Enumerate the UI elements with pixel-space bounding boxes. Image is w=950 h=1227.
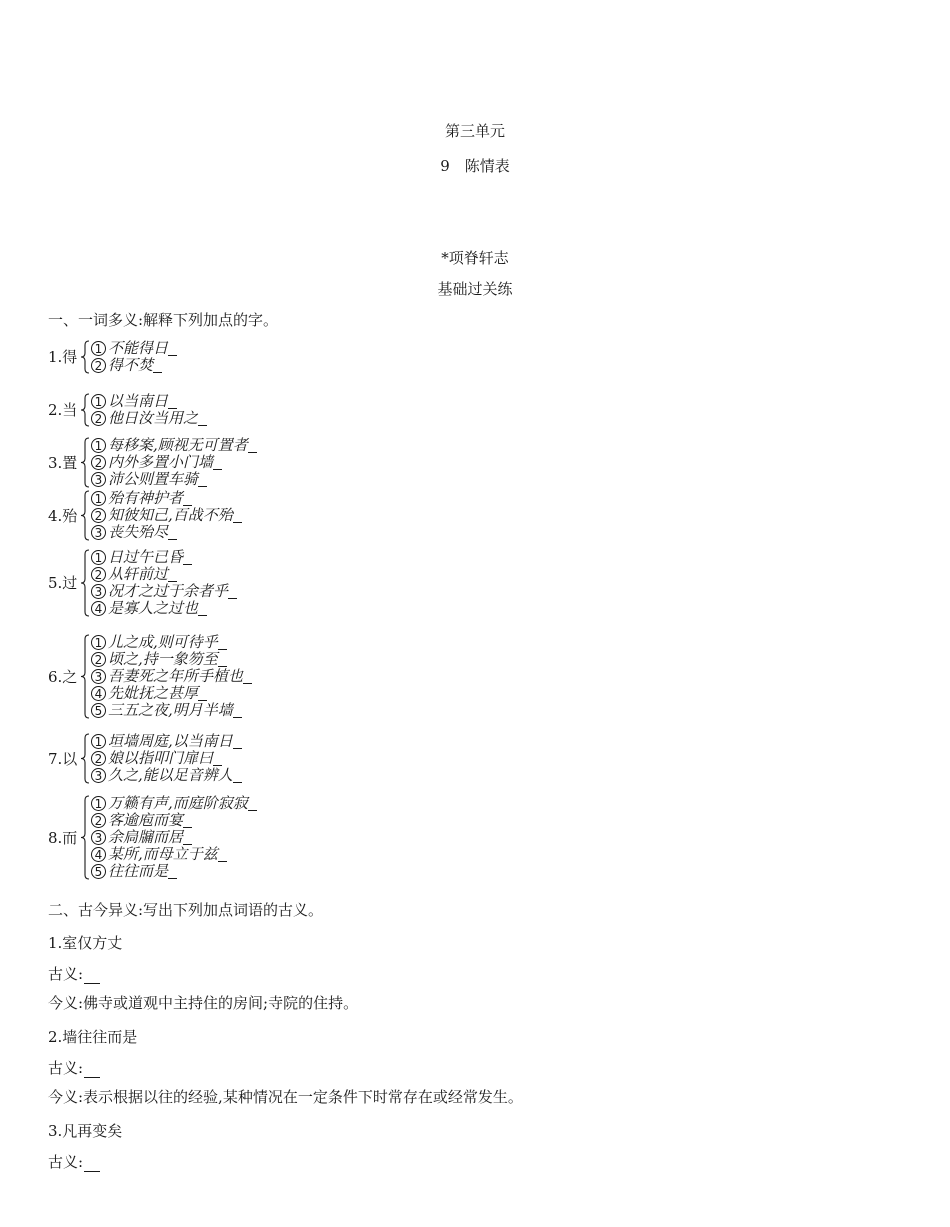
option-row [91,549,237,566]
answer-blank[interactable] [248,439,257,453]
option-number: 5 [91,703,106,718]
option-number: 2 [91,358,106,373]
option-row [91,733,242,750]
option-number: 1 [91,550,106,565]
option-row [91,651,252,668]
phrase-1: 1.室仅方丈 [48,934,123,952]
option-row [91,507,242,524]
answer-blank[interactable] [218,653,227,667]
section-title: 基础过关练 [437,280,513,298]
option-phrase: 是寡人之过也 [108,599,199,617]
option-number: 1 [91,796,106,811]
option-phrase: 久之,能以足音辨人 [108,766,233,784]
phrase-2: 2.墙往往而是 [48,1028,138,1046]
option-row [91,471,257,488]
option-row [91,702,252,719]
answer-blank[interactable] [243,670,252,684]
option-number: 4 [91,601,106,616]
unit-title: 第三单元 [444,122,505,140]
option-phrase: 况才之过于余者乎 [108,582,229,600]
answer-blank[interactable] [153,359,162,373]
option-phrase: 某所,而母立于兹 [108,845,218,863]
item-label: 1.得 [48,348,78,366]
brace-icon [80,634,90,719]
answer-blank[interactable] [233,704,242,718]
option-row [91,524,242,541]
option-phrase: 内外多置小门墙 [108,453,214,471]
option-phrase: 万籁有声,而庭阶寂寂 [108,794,248,812]
option-phrase: 以当南日 [108,392,169,410]
option-phrase: 吾妻死之年所手植也 [108,667,244,685]
option-phrase: 垣墙周庭,以当南日 [108,732,233,750]
option-number: 2 [91,751,106,766]
option-row [91,410,207,427]
option-number: 1 [91,438,106,453]
ancient-meaning-3 [48,1152,100,1172]
ancient-meaning-1 [48,964,100,984]
option-list [91,393,207,427]
option-phrase: 客逾庖而宴 [108,811,184,829]
option-number: 3 [91,669,106,684]
option-phrase: 每移案,顾视无可置者 [108,436,248,454]
option-list [91,340,177,374]
option-phrase: 娘以指叩门扉曰 [108,749,214,767]
item-label: 8.而 [48,828,78,847]
modern-meaning-1: 今义:佛寺或道观中主持住的房间;寺院的住持。 [48,994,359,1012]
item-label: 6.之 [48,667,78,686]
option-row [91,357,177,374]
option-list [91,549,237,617]
option-phrase: 顷之,持一象笏至 [108,650,218,668]
answer-blank[interactable] [168,395,177,409]
option-row [91,454,257,471]
option-phrase: 三五之夜,明月半墙 [108,701,233,719]
subtitle: *项脊轩志 [441,249,509,267]
brace-icon [80,795,90,880]
option-row [91,812,257,829]
ancient-label: 古义: [48,1153,84,1171]
item-label: 3.置 [48,453,78,472]
option-row [91,829,257,846]
answer-blank[interactable] [198,687,207,701]
option-number: 5 [91,864,106,879]
answer-blank[interactable] [183,814,192,828]
option-phrase: 儿之成,则可待乎 [108,633,218,651]
option-phrase: 知彼知己,百战不殆 [108,506,233,524]
option-number: 4 [91,847,106,862]
option-number: 3 [91,584,106,599]
answer-blank[interactable] [183,551,192,565]
brace-icon [80,549,90,617]
option-row [91,685,252,702]
option-number: 2 [91,652,106,667]
option-number: 3 [91,525,106,540]
option-number: 2 [91,455,106,470]
item-label: 7.以 [48,749,78,768]
ancient-meaning-2 [48,1058,100,1078]
option-number: 1 [91,734,106,749]
option-number: 3 [91,830,106,845]
answer-blank[interactable] [183,492,192,506]
option-phrase: 余扃牖而居 [108,828,184,846]
option-list [91,733,242,784]
option-row [91,393,207,410]
item-label: 5.过 [48,574,78,592]
option-number: 3 [91,768,106,783]
option-number: 2 [91,813,106,828]
brace-icon [80,393,90,427]
option-number: 1 [91,635,106,650]
option-phrase: 他日汝当用之 [108,409,199,427]
option-list [91,437,257,488]
option-phrase: 从轩前过 [108,565,169,583]
phrase-3: 3.凡再变矣 [48,1122,123,1140]
option-phrase: 殆有神护者 [108,489,184,507]
brace-icon [80,490,90,541]
option-row [91,600,237,617]
brace-icon [80,733,90,784]
option-row [91,566,237,583]
answer-blank[interactable] [84,1157,100,1172]
option-list [91,634,252,719]
answer-blank[interactable] [213,752,222,766]
option-number: 2 [91,508,106,523]
option-list [91,490,242,541]
option-phrase: 日过午已昏 [108,548,184,566]
option-row [91,795,257,812]
item-label: 4.殆 [48,506,78,525]
ancient-label: 古义: [48,1059,84,1077]
answer-blank[interactable] [168,865,177,879]
option-phrase: 先妣抚之甚厚 [108,684,199,702]
option-row [91,668,252,685]
answer-blank[interactable] [168,568,177,582]
option-row [91,583,237,600]
answer-blank[interactable] [213,456,222,470]
lesson-title: 9 陈情表 [440,157,510,175]
answer-blank[interactable] [233,769,242,783]
part2-heading: 二、古今异义:写出下列加点词语的古义。 [48,901,324,919]
option-number: 4 [91,686,106,701]
brace-icon [80,340,90,374]
option-row [91,634,252,651]
answer-blank[interactable] [248,797,257,811]
part1-heading: 一、一词多义:解释下列加点的字。 [48,311,279,329]
answer-blank[interactable] [84,969,100,984]
option-phrase: 丧失殆尽 [108,523,169,541]
option-phrase: 不能得日 [108,339,169,357]
answer-blank[interactable] [233,735,242,749]
option-row [91,846,257,863]
option-number: 1 [91,394,106,409]
item-label: 2.当 [48,401,78,419]
option-phrase: 往往而是 [108,862,169,880]
option-number: 1 [91,491,106,506]
answer-blank[interactable] [198,602,207,616]
answer-blank[interactable] [183,831,192,845]
brace-icon [80,437,90,488]
answer-blank[interactable] [218,848,227,862]
option-number: 1 [91,341,106,356]
option-number: 2 [91,411,106,426]
answer-blank[interactable] [198,473,207,487]
option-row [91,437,257,454]
option-number: 2 [91,567,106,582]
option-row [91,340,177,357]
answer-blank[interactable] [198,412,207,426]
ancient-label: 古义: [48,965,84,983]
option-row [91,767,242,784]
option-list [91,795,257,880]
answer-blank[interactable] [168,526,177,540]
answer-blank[interactable] [168,342,177,356]
option-row [91,490,242,507]
option-phrase: 沛公则置车骑 [108,470,199,488]
option-phrase: 得不焚 [108,356,154,374]
option-row [91,750,242,767]
answer-blank[interactable] [84,1063,100,1078]
option-number: 3 [91,472,106,487]
option-row [91,863,257,880]
answer-blank[interactable] [233,509,242,523]
answer-blank[interactable] [228,585,237,599]
answer-blank[interactable] [218,636,227,650]
modern-meaning-2: 今义:表示根据以往的经验,某种情况在一定条件下时常存在或经常发生。 [48,1088,523,1106]
